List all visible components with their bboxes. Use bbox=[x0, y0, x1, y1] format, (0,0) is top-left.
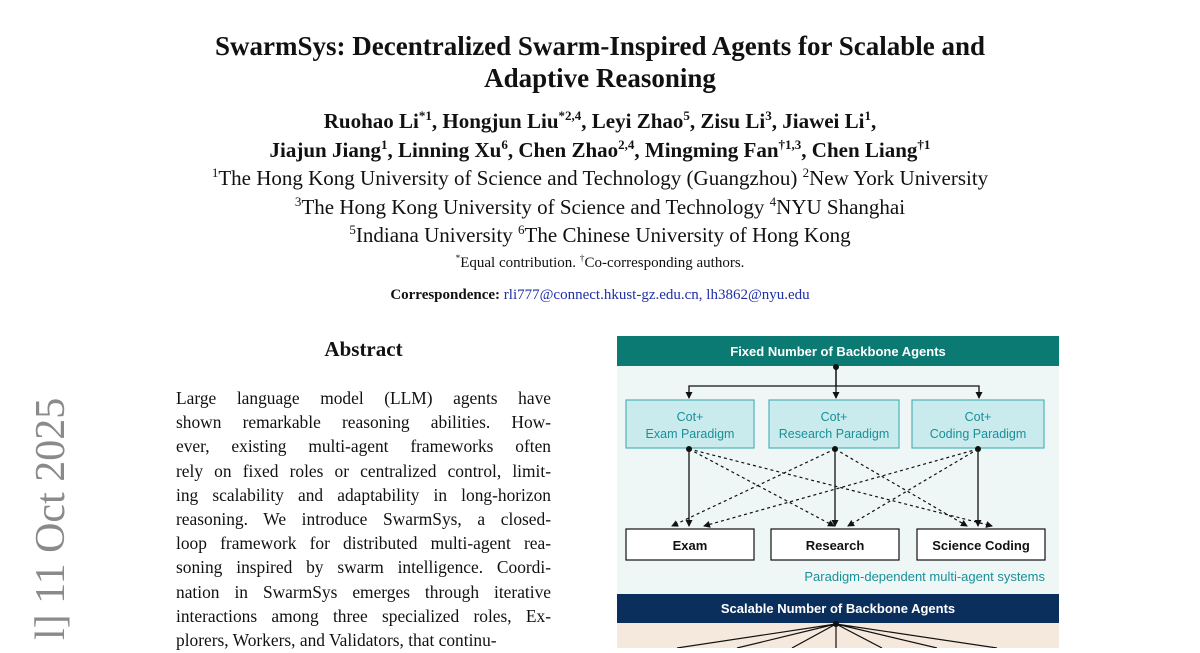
abstract-line: shown remarkable reasoning abilities. How- bbox=[176, 412, 551, 433]
author: Ruohao Li$^{*1}$ bbox=[323, 108, 432, 133]
author: Chen Liang$^{\dagger 1}$ bbox=[811, 137, 931, 162]
paper-title-line2: Adaptive Reasoning bbox=[484, 63, 716, 93]
abstract-line: Large language model (LLM) agents have bbox=[176, 388, 551, 408]
correspondence bbox=[100, 287, 1100, 304]
abstract-line: ing scalability and adaptability in long-horizon bbox=[176, 484, 551, 505]
paradigm-box-exam bbox=[626, 400, 754, 448]
paradigm-label-line1: Cot+ bbox=[964, 410, 992, 424]
correspondence-label: Correspondence: bbox=[390, 287, 501, 303]
affiliation-line-3: $^5$Indiana University $^6$The Chinese University of Hong Kong bbox=[349, 222, 851, 247]
abstract-line: nation in SwarmSys emerges through iterative bbox=[176, 581, 551, 602]
affiliation: New York University bbox=[809, 166, 989, 190]
paradigm-box-coding bbox=[912, 400, 1044, 448]
paradigm-label-line1: Cot+ bbox=[820, 410, 848, 424]
affiliation: The Hong Kong University of Science and Technology bbox=[301, 194, 765, 219]
author: Zisu Li$^3$ bbox=[700, 108, 772, 133]
author-list bbox=[100, 107, 1100, 165]
abstract-heading: Abstract bbox=[324, 337, 403, 361]
author-line-2: Jiajun Jiang$^1$, Linning Xu$^6$, Chen Zhao$^{2,4}$, Mingming Fan$^{\dagger 1,3}$, Chen Liang$^{\dagger 1}$ bbox=[269, 137, 931, 162]
abstract-line: soning inspired by swarm intelligence. Coordi- bbox=[176, 557, 551, 578]
figure-caption: Paradigm-dependent multi-agent systems bbox=[804, 569, 1045, 584]
affiliation: The Chinese University of Hong Kong bbox=[524, 223, 851, 247]
abstract-line: reasoning. We introduce SwarmSys, a closed- bbox=[176, 509, 551, 530]
abstract-line: rely on fixed roles or centralized control, limit- bbox=[176, 460, 551, 481]
framework-diagram bbox=[617, 336, 1059, 648]
bottom-banner-label: Scalable Number of Backbone Agents bbox=[720, 601, 956, 616]
output-box-science-coding bbox=[917, 529, 1045, 560]
top-banner-label: Fixed Number of Backbone Agents bbox=[730, 344, 946, 359]
output-label: Research bbox=[805, 538, 865, 553]
output-label: Exam bbox=[672, 538, 708, 553]
abstract-line: loop framework for distributed multi-agent rea- bbox=[176, 533, 551, 554]
author: Hongjun Liu$^{*2,4}$ bbox=[442, 108, 582, 133]
author: Mingming Fan$^{\dagger 1,3}$ bbox=[644, 137, 802, 162]
abstract-line: interactions among three specialized roles, Ex- bbox=[176, 605, 551, 626]
paper-title bbox=[150, 30, 1050, 94]
paradigm-label-line2: Coding Paradigm bbox=[929, 427, 1027, 441]
paradigm-label-line1: Cot+ bbox=[676, 410, 704, 424]
affiliation: The Hong Kong University of Science and Technology (Guangzhou) bbox=[218, 166, 798, 190]
author: Chen Zhao$^{2,4}$ bbox=[518, 137, 635, 162]
abstract-body bbox=[176, 386, 551, 652]
bottom-panel-background bbox=[617, 623, 1059, 648]
framework-figure bbox=[617, 336, 1059, 653]
paradigm-label-line2: Exam Paradigm bbox=[645, 427, 735, 441]
affiliation-line-2: $^3$The Hong Kong University of Science and Technology $^4$NYU Shanghai bbox=[294, 193, 906, 219]
abstract-line: plorers, Workers, and Validators, that continu- bbox=[176, 630, 497, 651]
author-line-1: Ruohao Li$^{*1}$, Hongjun Liu$^{*2,4}$, Leyi Zhao$^5$, Zisu Li$^3$, Jiawei Li$^1$, bbox=[323, 108, 877, 133]
output-box-exam bbox=[626, 529, 754, 560]
author: Leyi Zhao$^5$ bbox=[591, 108, 690, 133]
arxiv-stamp: l] 11 Oct 2025 bbox=[28, 397, 74, 640]
output-label: Science Coding bbox=[932, 538, 1030, 553]
contribution-note: *Equal contribution. †Co-corresponding authors. bbox=[455, 254, 745, 271]
affiliation: Indiana University bbox=[355, 223, 513, 247]
correspondence-email-link[interactable]: rli777@connect.hkust-gz.edu.cn, lh3862@nyu.edu bbox=[503, 287, 810, 303]
abstract-line: ever, existing multi-agent frameworks often bbox=[176, 436, 551, 457]
output-box-research bbox=[771, 529, 899, 560]
paper-title-line1: SwarmSys: Decentralized Swarm-Inspired Agents for Scalable and bbox=[215, 31, 985, 61]
affiliations bbox=[100, 164, 1100, 250]
paradigm-box-research bbox=[769, 400, 899, 448]
affiliation-line-1: $^1$The Hong Kong University of Science and Technology (Guangzhou) $^2$New York University bbox=[211, 165, 989, 190]
affiliation: NYU Shanghai bbox=[776, 194, 906, 219]
author: Jiawei Li$^1$ bbox=[782, 108, 871, 133]
paradigm-label-line2: Research Paradigm bbox=[778, 427, 890, 441]
author: Linning Xu$^6$ bbox=[398, 137, 508, 162]
author: Jiajun Jiang$^1$ bbox=[269, 137, 388, 162]
